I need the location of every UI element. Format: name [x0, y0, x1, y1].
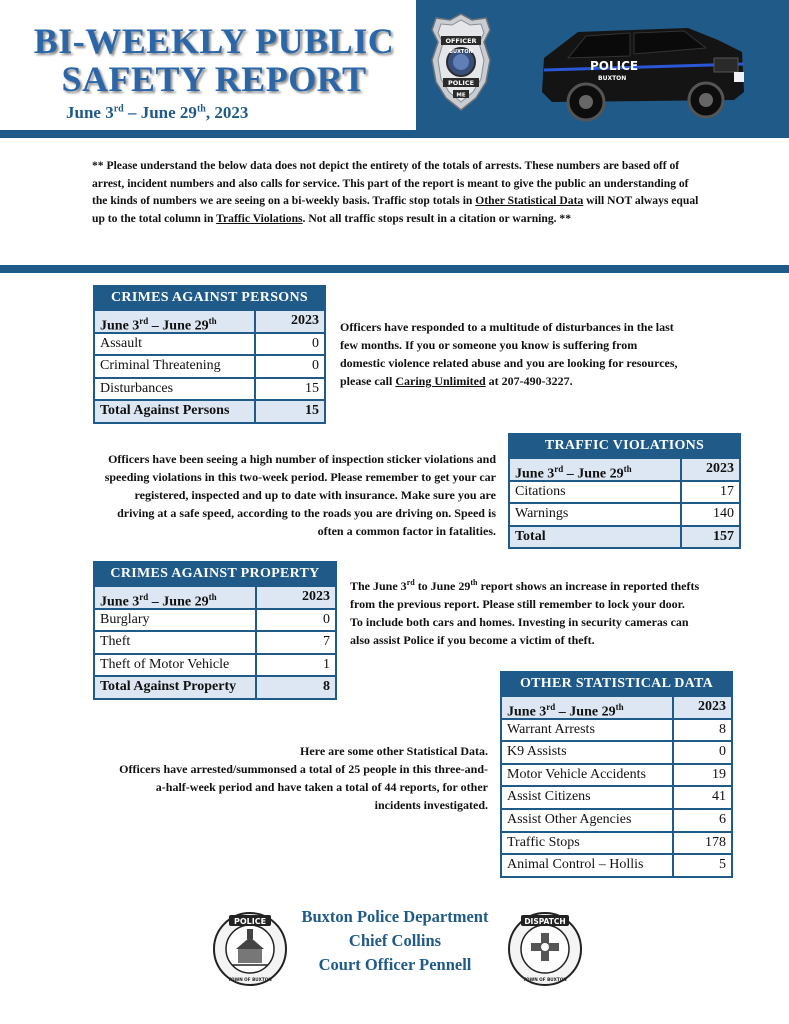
traffic-note: Officers have been seeing a high number of inspection sticker violations and speeding violations in this two-week period. Please remember to get your car registered, inspected and up to date with insurance. Make sure you are driving at a safe speed, according to the roads you are driving on. Speed is often a common factor in fatalities. — [104, 452, 496, 538]
svg-text:POLICE: POLICE — [233, 917, 267, 926]
link-other-statistical-data[interactable]: Other Statistical Data — [475, 194, 584, 208]
table-row: Citations 17 — [510, 480, 739, 503]
table-row: Criminal Threatening 0 — [95, 354, 324, 377]
svg-text:ME: ME — [456, 92, 466, 99]
table-row: Assist Other Agencies 6 — [502, 808, 731, 831]
table-row: Disturbances 15 — [95, 377, 324, 400]
svg-text:POLICE: POLICE — [590, 59, 639, 73]
table-row: Theft 7 — [95, 630, 335, 653]
disclaimer-text: ** Please understand the below data does not depict the entirety of the totals of arrests. These numbers are based off of arrest, incident numbers and also calls for service. This part of the report is meant to give the public an understanding of the kinds of numbers we are seeing on a bi-weekly basis. Traffic stop totals in Other Statistical Data will NOT always equal up to the total column in Traffic Violations. Not all traffic stops result in a citation or warning. ** — [92, 159, 699, 225]
police-seal-icon — [212, 911, 288, 987]
table-subheader: June 3rd – June 29th 2023 — [95, 309, 324, 332]
footer-chief: Chief Collins — [348, 931, 442, 950]
report-title-line1: BI-WEEKLY PUBLIC — [33, 21, 395, 61]
svg-text:OFFICER: OFFICER — [445, 37, 477, 45]
report-title — [14, 22, 414, 98]
footer-department — [280, 905, 510, 977]
table-title: CRIMES AGAINST PERSONS — [95, 287, 324, 309]
header-stripe — [0, 130, 416, 138]
footer-court-officer: Court Officer Pennell — [318, 955, 472, 974]
table-subheader: June 3rd – June 29th 2023 — [510, 457, 739, 480]
other-statistical-data-table — [500, 671, 733, 878]
police-suv-icon — [538, 18, 748, 122]
table-row: Theft of Motor Vehicle 1 — [95, 653, 335, 676]
table-row: Warrant Arrests 8 — [502, 718, 731, 741]
table-total-row: Total Against Property 8 — [95, 675, 335, 698]
link-traffic-violations[interactable]: Traffic Violations — [216, 211, 303, 225]
table-title: TRAFFIC VIOLATIONS — [510, 435, 739, 457]
table-subheader: June 3rd – June 29th 2023 — [502, 695, 731, 718]
report-date-range: June 3rd – June 29th, 2023 — [66, 103, 249, 122]
svg-text:BUXTON: BUXTON — [598, 75, 627, 82]
table-row: Assault 0 — [95, 332, 324, 355]
section-divider — [0, 265, 789, 273]
crimes-against-property-table — [93, 561, 337, 700]
svg-text:BUXTON: BUXTON — [449, 49, 473, 55]
table-row: Burglary 0 — [95, 608, 335, 631]
table-row: Warnings 140 — [510, 502, 739, 525]
table-total-row: Total Against Persons 15 — [95, 399, 324, 422]
police-badge-icon — [426, 12, 496, 112]
svg-text:TOWN OF BUXTON: TOWN OF BUXTON — [228, 977, 272, 982]
traffic-violations-table — [508, 433, 741, 549]
table-subheader: June 3rd – June 29th 2023 — [95, 585, 335, 608]
table-title: OTHER STATISTICAL DATA — [502, 673, 731, 695]
crimes-against-persons-table — [93, 285, 326, 424]
report-title-line2: SAFETY REPORT — [61, 59, 367, 99]
table-row: Traffic Stops 178 — [502, 831, 731, 854]
other-note: Here are some other Statistical Data. Officers have arrested/summonsed a total of 25 people in this three-and-a-half-week period and have taken a total of 44 reports, for other incidents investigated. — [119, 744, 488, 812]
table-row: Motor Vehicle Accidents 19 — [502, 763, 731, 786]
dispatch-seal-icon — [507, 911, 583, 987]
link-caring-unlimited[interactable]: Caring Unlimited — [395, 374, 486, 388]
table-total-row: Total 157 — [510, 525, 739, 548]
table-row: K9 Assists 0 — [502, 740, 731, 763]
footer-department-name: Buxton Police Department — [301, 907, 489, 926]
svg-text:TOWN OF BUXTON: TOWN OF BUXTON — [523, 977, 567, 982]
table-row: Assist Citizens 41 — [502, 785, 731, 808]
persons-note: Officers have responded to a multitude of disturbances in the last few months. If you or someone you know is suffering from domestic violence related abuse and you are looking for resources, please call Caring Unlimited at 207-490-3227. — [340, 320, 678, 388]
svg-text:DISPATCH: DISPATCH — [524, 917, 566, 926]
table-title: CRIMES AGAINST PROPERTY — [95, 563, 335, 585]
svg-text:POLICE: POLICE — [447, 79, 475, 87]
table-row: Animal Control – Hollis 5 — [502, 853, 731, 876]
property-note: The June 3rd to June 29th report shows an increase in reported thefts from the previous report. Please still remember to lock your door. To include both cars and homes. Investing in security cameras can also assist Police if you become a victim of theft. — [350, 578, 700, 647]
